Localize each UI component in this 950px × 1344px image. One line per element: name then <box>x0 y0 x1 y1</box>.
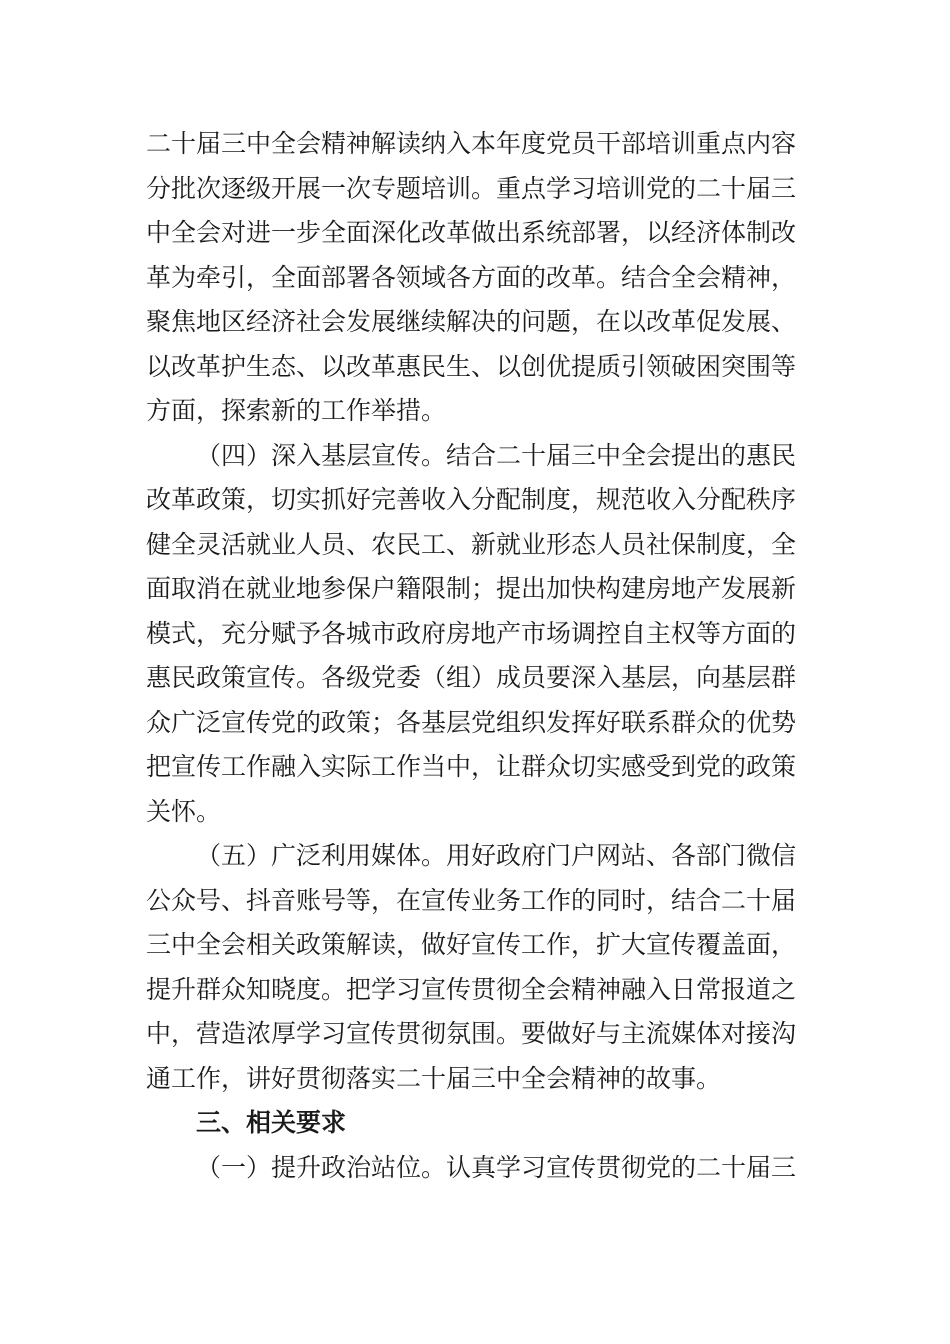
paragraph-training <box>146 122 816 434</box>
text-line: 面取消在就业地参保户籍限制；提出加快构建房地产发展新 <box>146 574 797 603</box>
text-line: 提升群众知晓度。把学习宣传贯彻全会精神融入日常报道之 <box>146 974 797 1004</box>
text-line: 聚焦地区经济社会发展继续解决的问题，在以改革促发展、 <box>146 307 797 336</box>
text-line: 中，营造浓厚学习宣传贯彻氛围。要做好与主流媒体对接沟 <box>146 1019 797 1048</box>
text-line: 以改革护生态、以改革惠民生、以创优提质引领破困突围等 <box>146 351 797 381</box>
text-line: 健全灵活就业人员、农民工、新就业形态人员社保制度，全 <box>146 529 797 559</box>
text-line: 关怀。 <box>146 796 222 826</box>
text-line: （五）广泛利用媒体。用好政府门户网站、各部门微信 <box>196 841 797 870</box>
paragraph-grassroots-publicity <box>146 434 816 835</box>
text-line: （一）提升政治站位。认真学习宣传贯彻党的二十届三 <box>196 1152 797 1182</box>
paragraph-political-standing <box>146 1146 816 1191</box>
text-line: 方面，探索新的工作举措。 <box>146 396 447 425</box>
text-line: 中全会对进一步全面深化改革做出系统部署，以经济体制改 <box>146 218 797 247</box>
text-line: 三中全会相关政策解读，做好宣传工作，扩大宣传覆盖面， <box>146 930 797 959</box>
text-line: 把宣传工作融入实际工作当中，让群众切实感受到党的政策 <box>146 752 797 781</box>
paragraph-media-use <box>146 834 816 1101</box>
text-line: 改革政策，切实抓好完善收入分配制度，规范收入分配秩序 <box>146 485 797 514</box>
section-heading: 三、相关要求 <box>196 1108 347 1137</box>
text-line: （四）深入基层宣传。结合二十届三中全会提出的惠民 <box>196 440 797 470</box>
text-line: 通工作，讲好贯彻落实二十届三中全会精神的故事。 <box>146 1063 722 1093</box>
text-line: 众广泛宣传党的政策；各基层党组织发挥好联系群众的优势 <box>146 707 797 737</box>
text-line: 二十届三中全会精神解读纳入本年度党员干部培训重点内容 <box>146 129 797 158</box>
text-line: 分批次逐级开展一次专题培训。重点学习培训党的二十届三 <box>146 173 797 203</box>
text-line: 革为牵引，全面部署各领域各方面的改革。结合全会精神， <box>146 262 797 292</box>
text-line: 惠民政策宣传。各级党委（组）成员要深入基层，向基层群 <box>146 663 797 692</box>
document-body <box>146 122 816 1190</box>
text-line: 模式，充分赋予各城市政府房地产市场调控自主权等方面的 <box>146 618 797 648</box>
text-line: 公众号、抖音账号等，在宣传业务工作的同时，结合二十届 <box>146 885 797 915</box>
